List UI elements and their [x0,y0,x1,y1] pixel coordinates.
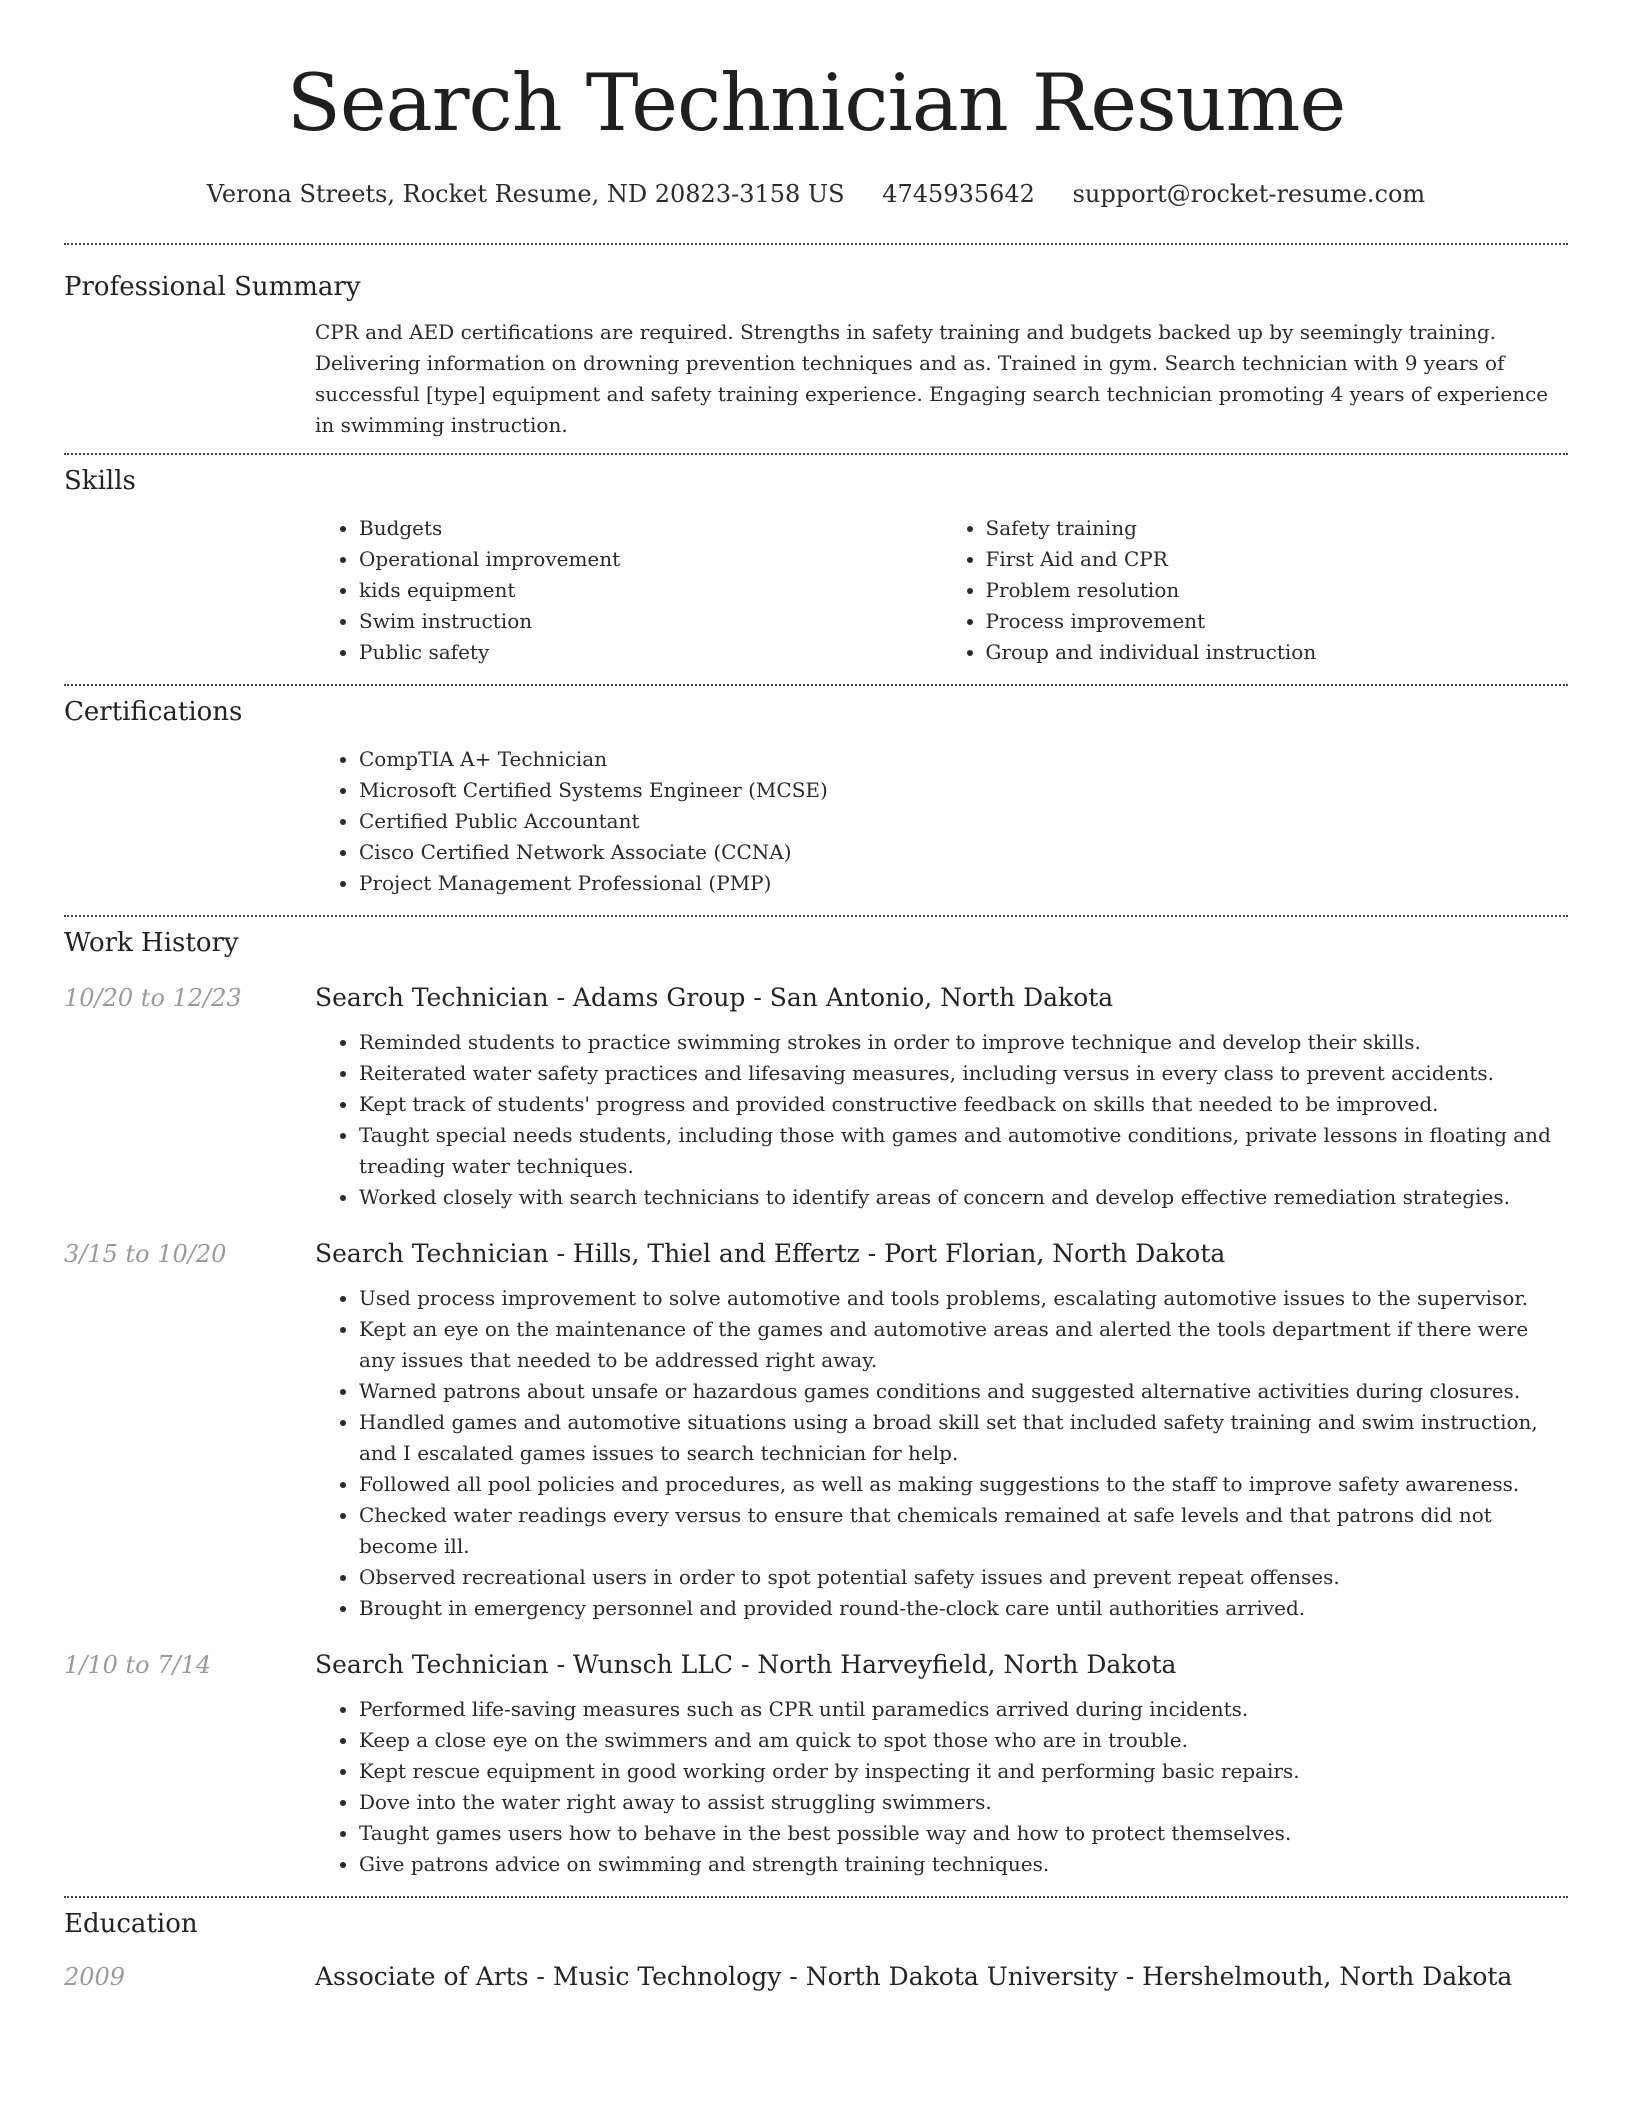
skill-item: • Process improvement [986,606,1569,637]
job-header [64,1239,1568,1269]
divider [64,915,1568,917]
divider [64,453,1568,455]
job-dates: 1/10 to 7/14 [64,1651,212,1679]
job-bullet: • Kept rescue equipment in good working order by inspecting it and performing basic repairs. [359,1756,1568,1787]
job-header [64,983,1568,1013]
divider [64,684,1568,686]
job-bullet: • Dove into the water right away to assist struggling swimmers. [359,1787,1568,1818]
section-title-education: Education [64,1909,198,1939]
skill-item: • Group and individual instruction [986,637,1569,668]
job-heading: Search Technician - Wunsch LLC - North Harveyfield, North Dakota [315,1650,1177,1679]
job-bullet: • Brought in emergency personnel and provided round-the-clock care until authorities arrived. [359,1593,1568,1624]
skill-item: • Operational improvement [359,544,942,575]
job-bullet: • Used process improvement to solve automotive and tools problems, escalating automotive issues to the supervisor. [359,1283,1568,1314]
certification-item: • Certified Public Accountant [359,806,1568,837]
job-bullet: • Warned patrons about unsafe or hazardous games conditions and suggested alternative activities during closures. [359,1376,1568,1407]
skill-item: • Public safety [359,637,942,668]
job-bullet: • Performed life-saving measures such as CPR until paramedics arrived during incidents. [359,1694,1568,1725]
job-bullet: • Checked water readings every versus to ensure that chemicals remained at safe levels and that patrons did not become ill. [359,1500,1568,1562]
certifications-list [315,744,1568,899]
certification-item: • Microsoft Certified Systems Engineer (MCSE) [359,775,1568,806]
resume-title: Search Technician Resume [286,57,1346,149]
summary-section [64,271,1568,441]
job-entry [64,1650,1568,1880]
job-dates: 10/20 to 12/23 [64,984,242,1012]
job-heading: Search Technician - Adams Group - San Antonio, North Dakota [315,983,1114,1012]
job-bullets [315,1027,1568,1213]
skill-item: • First Aid and CPR [986,544,1569,575]
work-history-section [64,927,1568,1880]
job-entry [64,1239,1568,1624]
education-section [64,1908,1568,1992]
education-entry [64,1962,1568,1992]
job-header [64,1650,1568,1680]
skills-column-left [315,513,942,668]
section-title-skills: Skills [64,466,136,496]
job-bullet: • Followed all pool policies and procedures, as well as making suggestions to the staff to improve safety awareness. [359,1469,1568,1500]
certification-item: • Cisco Certified Network Associate (CCNA) [359,837,1568,868]
job-bullet: • Kept an eye on the maintenance of the games and automotive areas and alerted the tools department if there were any issues that needed to be addressed right away. [359,1314,1568,1376]
job-entry [64,983,1568,1213]
job-bullet: • Taught special needs students, including those with games and automotive conditions, private lessons in floating and treading water techniques. [359,1120,1568,1182]
certification-item: • Project Management Professional (PMP) [359,868,1568,899]
section-title-summary: Professional Summary [64,272,361,302]
job-bullet: • Keep a close eye on the swimmers and am quick to spot those who are in trouble. [359,1725,1568,1756]
job-bullet: • Reminded students to practice swimming strokes in order to improve technique and develop their skills. [359,1027,1568,1058]
education-year: 2009 [64,1963,126,1991]
skills-section [64,465,1568,668]
job-bullet: • Observed recreational users in order to spot potential safety issues and prevent repeat offenses. [359,1562,1568,1593]
education-heading: Associate of Arts - Music Technology - North Dakota University - Hershelmouth, North Dakota [315,1962,1513,1991]
skill-item: • Safety training [986,513,1569,544]
job-bullets [315,1694,1568,1880]
skill-item: • kids equipment [359,575,942,606]
contact-line [64,179,1568,209]
job-bullet: • Taught games users how to behave in the best possible way and how to protect themselves. [359,1818,1568,1849]
skill-item: • Swim instruction [359,606,942,637]
skills-column-right [942,513,1569,668]
divider [64,1896,1568,1898]
job-bullet: • Give patrons advice on swimming and strength training techniques. [359,1849,1568,1880]
skill-item: • Problem resolution [986,575,1569,606]
job-bullet: • Reiterated water safety practices and lifesaving measures, including versus in every class to prevent accidents. [359,1058,1568,1089]
certification-item: • CompTIA A+ Technician [359,744,1568,775]
job-dates: 3/15 to 10/20 [64,1240,227,1268]
contact-address: Verona Streets, Rocket Resume, ND 20823-3158 US [206,180,845,208]
divider [64,243,1568,245]
job-bullet: • Kept track of students' progress and provided constructive feedback on skills that needed to be improved. [359,1089,1568,1120]
section-title-certifications: Certifications [64,697,243,727]
section-title-work-history: Work History [64,928,239,958]
job-bullet: • Worked closely with search technicians to identify areas of concern and develop effective remediation strategies. [359,1182,1568,1213]
job-bullet: • Handled games and automotive situations using a broad skill set that included safety training and swim instruction, and I escalated games issues to search technician for help. [359,1407,1568,1469]
skills-list [315,513,1568,668]
contact-email: support@rocket-resume.com [1072,180,1426,208]
job-heading: Search Technician - Hills, Thiel and Effertz - Port Florian, North Dakota [315,1239,1226,1268]
job-bullets [315,1283,1568,1624]
skill-item: • Budgets [359,513,942,544]
summary-text: CPR and AED certifications are required. Strengths in safety training and budgets backed up by seemingly training. Delivering information on drowning prevention techniques and as. Trained in gym. Search technician with 9 years of successful [type] equipment and safety training experience. Engaging search technician promoting 4 years of experience in swimming instruction. [315,320,1549,437]
contact-phone: 4745935642 [882,180,1035,208]
certifications-section [64,696,1568,899]
